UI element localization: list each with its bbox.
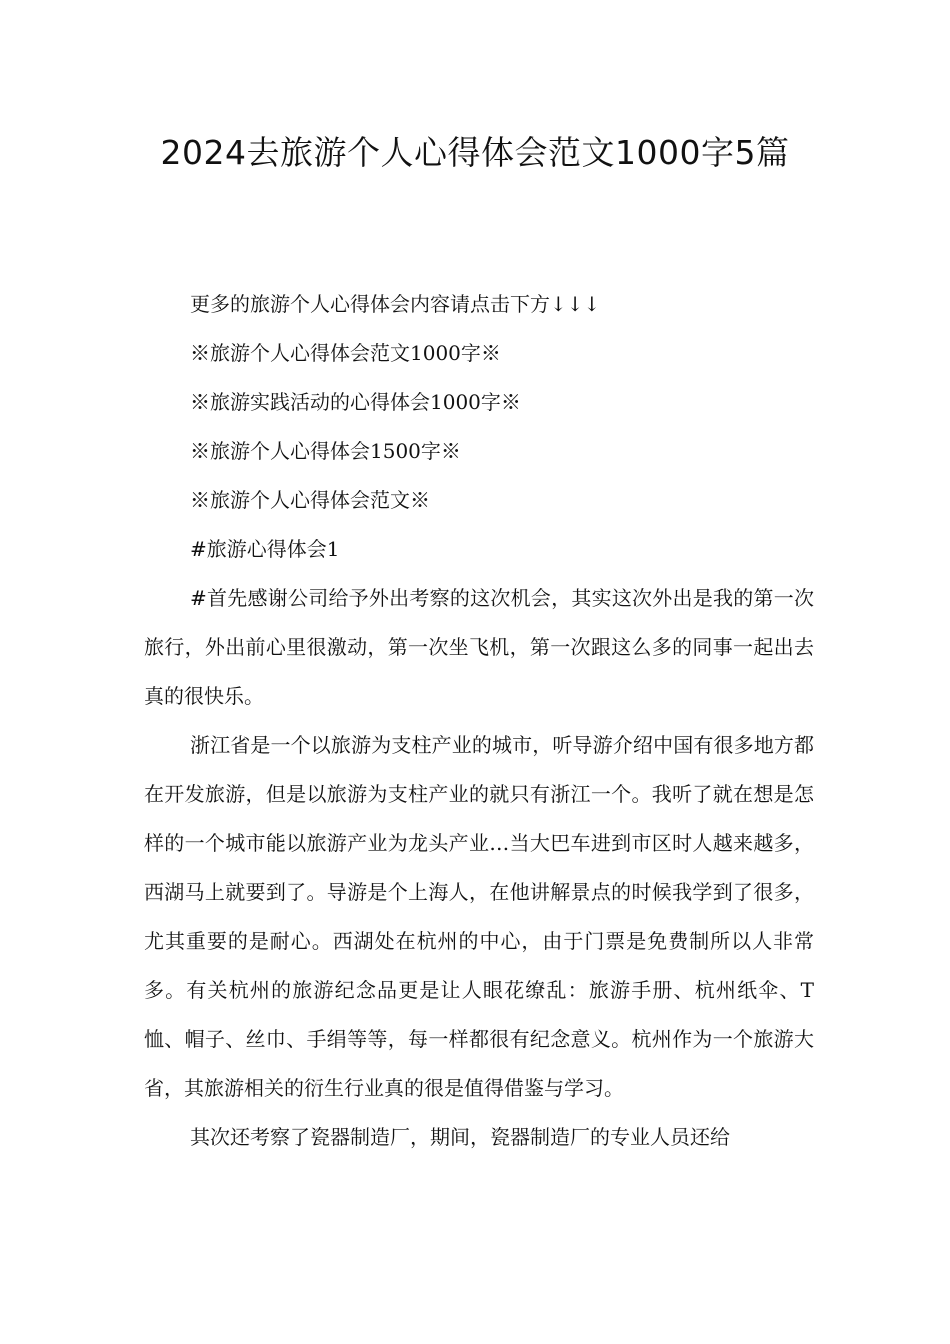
document-body	[144, 280, 814, 1162]
section-heading: #旅游心得体会1	[190, 537, 340, 561]
paragraph-2: 浙江省是一个以旅游为支柱产业的城市，听导游介绍中国有很多地方都在开发旅游，但是以旅游为支柱产业的就只有浙江一个。我听了就在想是怎样的一个城市能以旅游产业为龙头产业…当大巴车进到市区时人越来越多，西湖马上就要到了。导游是个上海人，在他讲解景点的时候我学到了很多，尤其重要的是耐心。西湖处在杭州的中心，由于门票是免费制所以人非常多。有关杭州的旅游纪念品更是让人眼花缭乱：旅游手册、杭州纸伞、T恤、帽子、丝巾、手绢等等，每一样都很有纪念意义。杭州作为一个旅游大省，其旅游相关的衍生行业真的很是值得借鉴与学习。	[144, 733, 814, 1100]
paragraph-1: #首先感谢公司给予外出考察的这次机会，其实这次外出是我的第一次旅行，外出前心里很激动，第一次坐飞机，第一次跟这么多的同事一起出去真的很快乐。	[144, 586, 814, 708]
related-link-1[interactable]: ※旅游个人心得体会范文1000字※	[190, 341, 501, 365]
more-content-hint: 更多的旅游个人心得体会内容请点击下方↓↓↓	[190, 292, 601, 316]
related-link-2[interactable]: ※旅游实践活动的心得体会1000字※	[190, 390, 521, 414]
related-link-3[interactable]: ※旅游个人心得体会1500字※	[190, 439, 461, 463]
related-link-4[interactable]: ※旅游个人心得体会范文※	[190, 488, 430, 512]
paragraph-3: 其次还考察了瓷器制造厂，期间，瓷器制造厂的专业人员还给	[190, 1125, 730, 1149]
document-title: 2024去旅游个人心得体会范文1000字5篇	[160, 133, 790, 172]
